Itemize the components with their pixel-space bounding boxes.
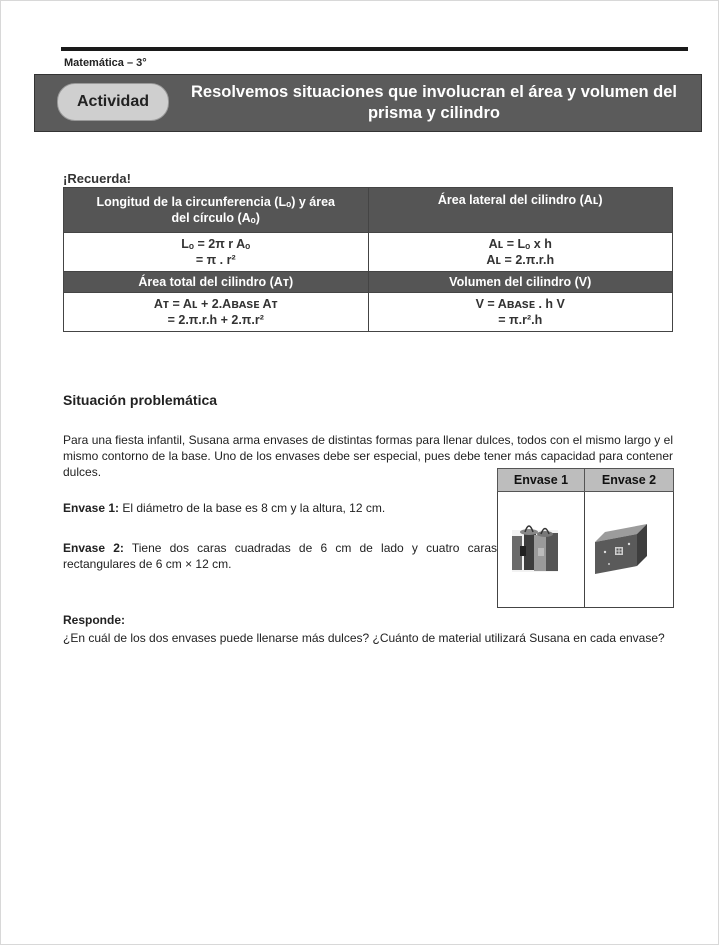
formula-lateral-line2: Aʟ = 2.π.r.h xyxy=(486,253,555,267)
formula-header-circle xyxy=(64,188,369,233)
formula-circle-line1: Lₒ = 2π r Aₒ xyxy=(181,237,251,251)
envase2-header: Envase 2 xyxy=(585,469,674,492)
activity-banner xyxy=(34,74,702,132)
formula-cell-volume xyxy=(368,293,673,332)
formula-cell-lateral xyxy=(368,233,673,272)
formula-cell-circle xyxy=(64,233,369,272)
responde-question: ¿En cuál de los dos envases puede llenarse más dulces? ¿Cuánto de material utilizará Susana en cada envase? xyxy=(63,631,665,645)
header-rule xyxy=(61,47,688,51)
envase1-label: Envase 1: xyxy=(63,501,120,515)
formula-header-total: Área total del cilindro (Aᴛ) xyxy=(64,272,369,293)
formula-circle-line2: = π . r² xyxy=(195,253,236,267)
situacion-paragraph: Para una fiesta infantil, Susana arma envases de distintas formas para llenar dulces, todos con el mismo largo y el mismo contorno de la base. Uno de los envases debe ser especial, pues debe tener más capacidad para contener dulces. xyxy=(63,433,673,479)
envase1-description xyxy=(63,500,493,516)
activity-title-line1: Resolvemos situaciones que involucran el área y volumen del xyxy=(190,83,677,101)
envases-table xyxy=(497,468,674,608)
responde-label: Responde: xyxy=(63,613,126,627)
recuerda-label: ¡Recuerda! xyxy=(63,171,131,186)
formula-lateral-line1: Aʟ = Lₒ x h xyxy=(488,237,552,251)
envase2-text: Tiene dos caras cuadradas de 6 cm de lado y cuatro caras rectangulares de 6 cm × 12 cm. xyxy=(63,541,497,571)
prism-box-image xyxy=(585,492,673,604)
formula-header-volume: Volumen del cilindro (V) xyxy=(368,272,673,293)
subject-label: Matemática – 3° xyxy=(64,57,147,69)
envase2-image-cell xyxy=(585,492,674,608)
envase2-label: Envase 2: xyxy=(63,541,124,555)
envase1-header: Envase 1 xyxy=(498,469,585,492)
formula-header-lateral: Área lateral del cilindro (Aʟ) xyxy=(368,188,673,233)
cylinder-bags-image xyxy=(498,492,584,604)
formulas-table xyxy=(63,187,673,332)
formula-header-circle-line1: Longitud de la circunferencia (Lₒ) y área xyxy=(96,195,335,209)
activity-title-line2: prisma y cilindro xyxy=(367,104,501,122)
activity-title xyxy=(175,82,693,124)
formula-volume-line2: = π.r².h xyxy=(498,313,543,327)
envase1-image-cell xyxy=(498,492,585,608)
formula-total-line1: Aᴛ = Aʟ + 2.Aʙᴀsᴇ Aᴛ xyxy=(153,297,278,311)
formula-header-circle-line2: del círculo (Aₒ) xyxy=(171,211,260,225)
formula-volume-line1: V = Aʙᴀsᴇ . h V xyxy=(475,297,565,311)
envase2-description xyxy=(63,540,497,572)
formula-total-line2: = 2.π.r.h + 2.π.r² xyxy=(167,313,264,327)
activity-pill: Actividad xyxy=(57,83,169,121)
formula-cell-total xyxy=(64,293,369,332)
envase1-text: El diámetro de la base es 8 cm y la altura, 12 cm. xyxy=(119,501,386,515)
situacion-heading: Situación problemática xyxy=(63,392,218,408)
